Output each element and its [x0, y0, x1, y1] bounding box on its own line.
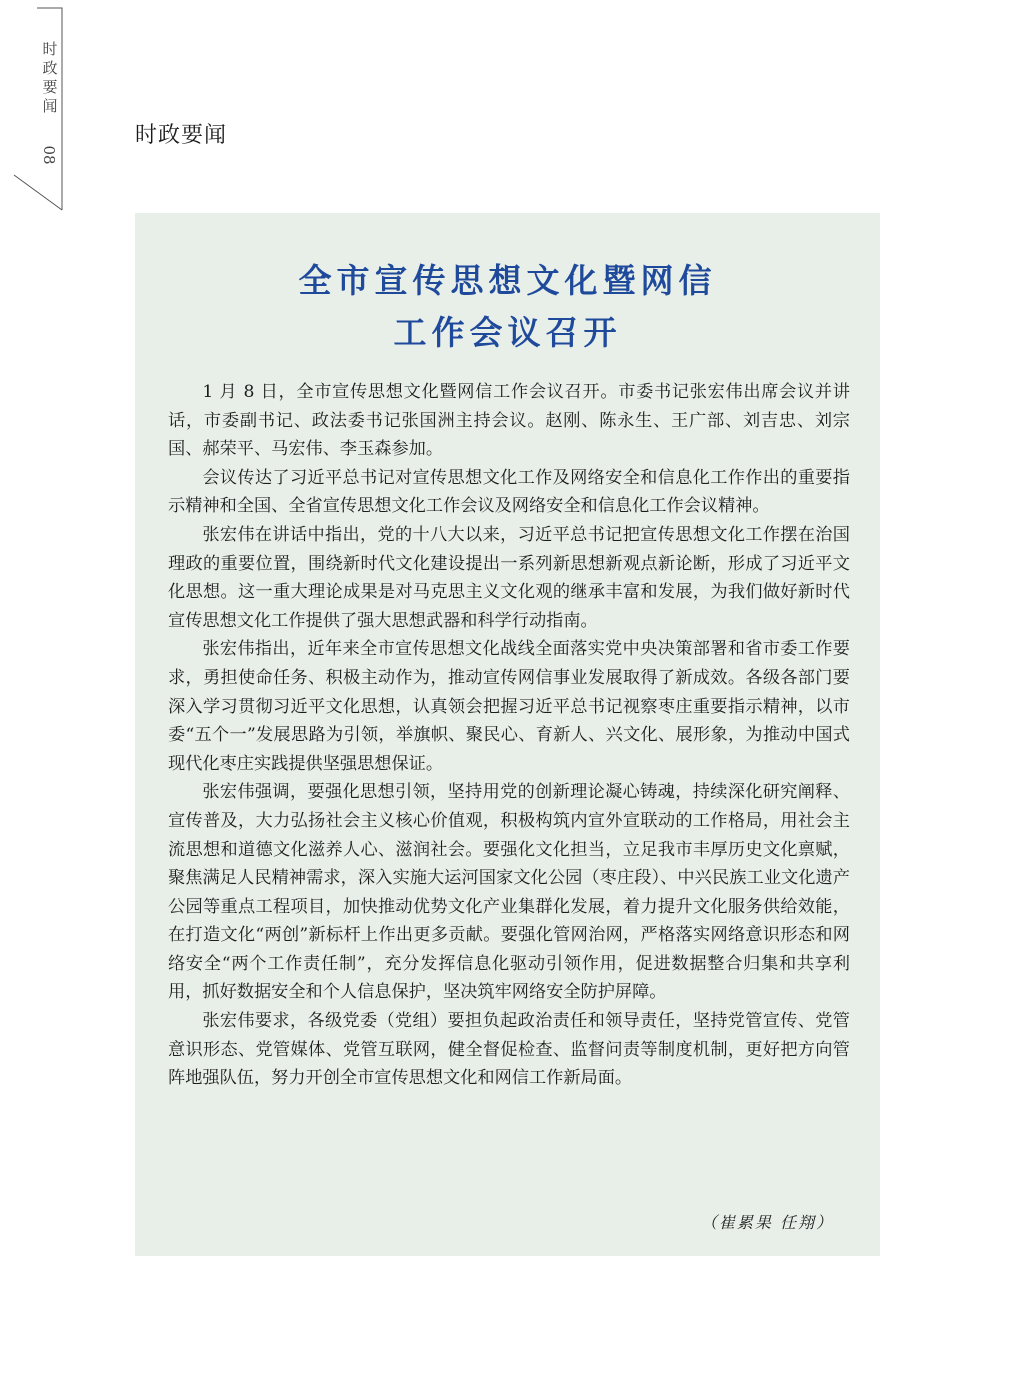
side-tab-label — [39, 40, 61, 116]
side-tab-char: 时 — [42, 40, 58, 58]
article-paragraph: 会议传达了习近平总书记对宣传思想文化工作及网络安全和信息化工作作出的重要指示精神和全国、全省宣传思想文化工作会议及网络安全和信息化工作会议精神。 — [168, 467, 850, 517]
side-tab — [0, 0, 70, 215]
page-number: 08 — [40, 145, 58, 165]
side-tab-char: 要 — [42, 78, 58, 96]
article-paragraph: 张宏伟在讲话中指出，党的十八大以来，习近平总书记把宣传思想文化工作摆在治国理政的重要位置，围绕新时代文化建设提出一系列新思想新观点新论断，形成了习近平文化思想。这一重大理论成果是对马克思主义文化观的继承丰富和发展，为我们做好新时代宣传思想文化工作提供了强大思想武器和科学行动指南。 — [168, 524, 850, 631]
article-paragraph: 张宏伟要求，各级党委（党组）要担负起政治责任和领导责任，坚持党管宣传、党管意识形态、党管媒体、党管互联网，健全督促检查、监督问责等制度机制，更好把方向管阵地强队伍，努力开创全市宣传思想文化和网信工作新局面。 — [168, 1011, 850, 1089]
headline-line-2: 工作会议召开 — [393, 313, 622, 352]
article-paragraph: 张宏伟指出，近年来全市宣传思想文化战线全面落实党中央决策部署和省市委工作要求，勇担使命任务、积极主动作为，推动宣传网信事业发展取得了新成效。各级各部门要深入学习贯彻习近平文化思想，认真领会把握习近平总书记视察枣庄重要指示精神，以市委“五个一”发展思路为引领，举旗帜、聚民心、育新人、兴文化、展形象，为推动中国式现代化枣庄实践提供坚强思想保证。 — [168, 639, 850, 774]
article-byline: （崔累果 任翔） — [700, 1213, 834, 1232]
side-tab-char: 闻 — [42, 97, 58, 115]
headline-line-1: 全市宣传思想文化暨网信 — [298, 261, 717, 300]
article-paragraph: 张宏伟强调，要强化思想引领，坚持用党的创新理论凝心铸魂，持续深化研究阐释、宣传普及，大力弘扬社会主义核心价值观，积极构筑内宣外宣联动的工作格局，用社会主流思想和道德文化滋养人心、滋润社会。要强化文化担当，立足我市丰厚历史文化禀赋，聚焦满足人民精神需求，深入实施大运河国家文化公园（枣庄段）、中兴民族工业文化遗产公园等重点工程项目，加快推动优势文化产业集群化发展，着力提升文化服务供给效能，在打造文化“两创”新标杆上作出更多贡献。要强化管网治网，严格落实网络意识形态和网络安全“两个工作责任制”，充分发挥信息化驱动引领作用，促进数据整合归集和共享利用，抓好数据安全和个人信息保护，坚决筑牢网络安全防护屏障。 — [168, 782, 850, 1003]
article-headline — [135, 255, 880, 359]
article-panel — [135, 213, 880, 1256]
article-body — [168, 378, 850, 1093]
article-paragraph: 1 月 8 日，全市宣传思想文化暨网信工作会议召开。市委书记张宏伟出席会议并讲话，市委副书记、政法委书记张国洲主持会议。赵刚、陈永生、王广部、刘吉忠、刘宗国、郝荣平、马宏伟、李玉森参加。 — [168, 382, 850, 460]
side-tab-char: 政 — [42, 59, 58, 77]
section-title: 时政要闻 — [135, 123, 228, 148]
